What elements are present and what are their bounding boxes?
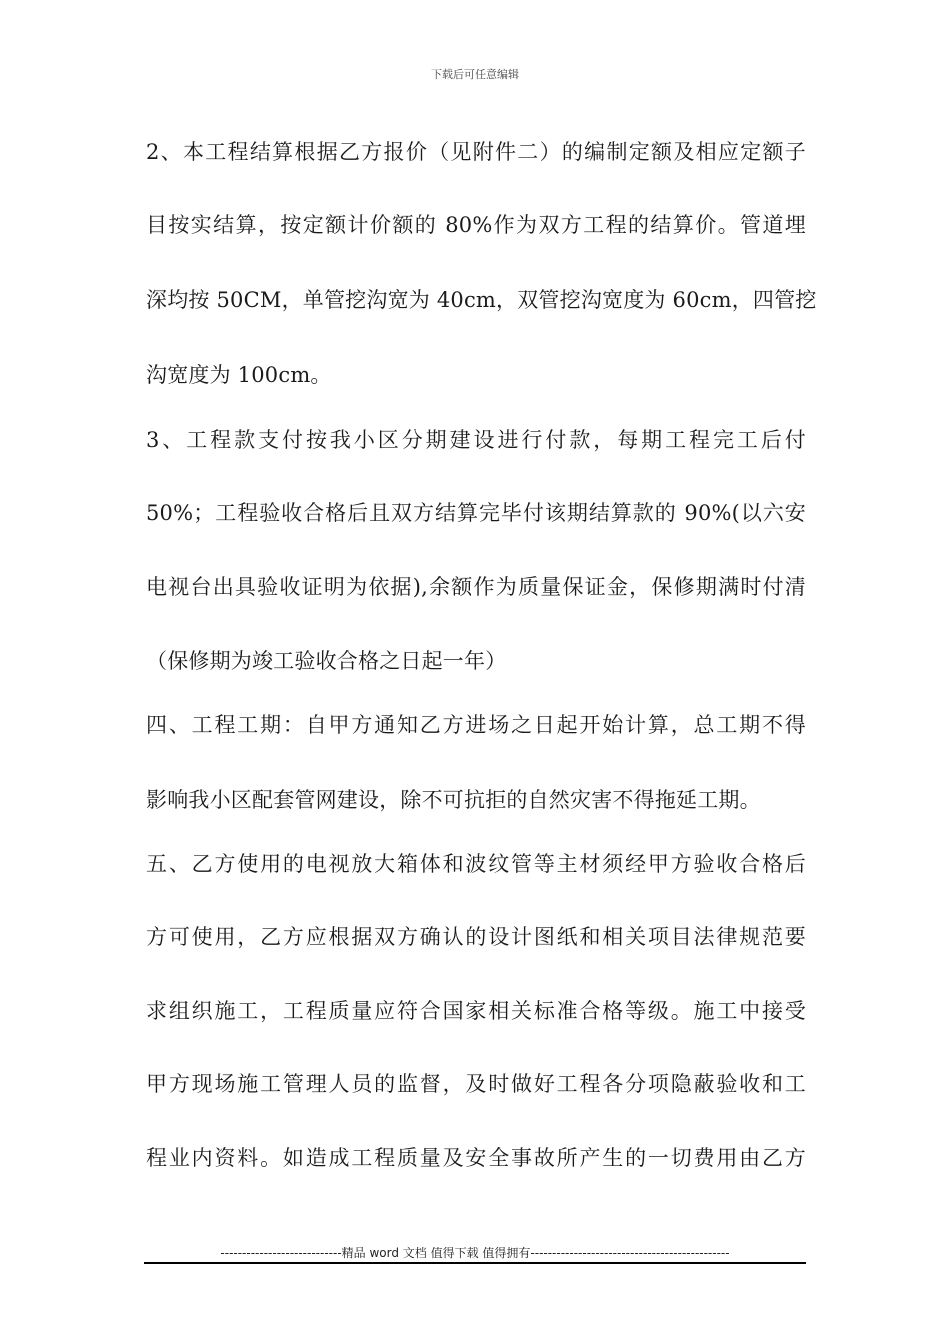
body-line: （保修期为竣工验收合格之日起一年） — [146, 649, 507, 673]
body-line: 方可使用，乙方应根据双方确认的设计图纸和相关项目法律规范要 — [146, 925, 806, 949]
body-line: 2、本工程结算根据乙方报价（见附件二）的编制定额及相应定额子 — [146, 140, 806, 164]
body-line: 甲方现场施工管理人员的监督，及时做好工程各分项隐蔽验收和工 — [146, 1072, 806, 1096]
body-line: 影响我小区配套管网建设，除不可抗拒的自然灾害不得拖延工期。 — [146, 788, 761, 812]
body-line: 50%；工程验收合格后且双方结算完毕付该期结算款的 90%(以六安 — [146, 501, 806, 525]
footer-rule — [144, 1262, 806, 1264]
body-line: 沟宽度为 100cm。 — [146, 363, 332, 387]
body-line: 3、工程款支付按我小区分期建设进行付款，每期工程完工后付 — [146, 428, 806, 452]
footer-text: ----------------------------精品 word 文档 值得下载 值得拥有---------------------------------------------- — [220, 1246, 730, 1260]
body-line: 五、乙方使用的电视放大箱体和波纹管等主材须经甲方验收合格后 — [146, 852, 806, 876]
body-line: 求组织施工，工程质量应符合国家相关标准合格等级。施工中接受 — [146, 999, 806, 1023]
body-line: 深均按 50CM，单管挖沟宽为 40cm，双管挖沟宽度为 60cm，四管挖 — [146, 288, 817, 312]
body-line: 目按实结算，按定额计价额的 80%作为双方工程的结算价。管道埋 — [146, 213, 806, 237]
header-note: 下载后可任意编辑 — [431, 68, 519, 81]
body-line: 四、工程工期：自甲方通知乙方进场之日起开始计算，总工期不得 — [146, 713, 806, 737]
body-line: 程业内资料。如造成工程质量及安全事故所产生的一切费用由乙方 — [146, 1146, 806, 1170]
body-line: 电视台出具验收证明为依据),余额作为质量保证金，保修期满时付清 — [146, 575, 806, 599]
